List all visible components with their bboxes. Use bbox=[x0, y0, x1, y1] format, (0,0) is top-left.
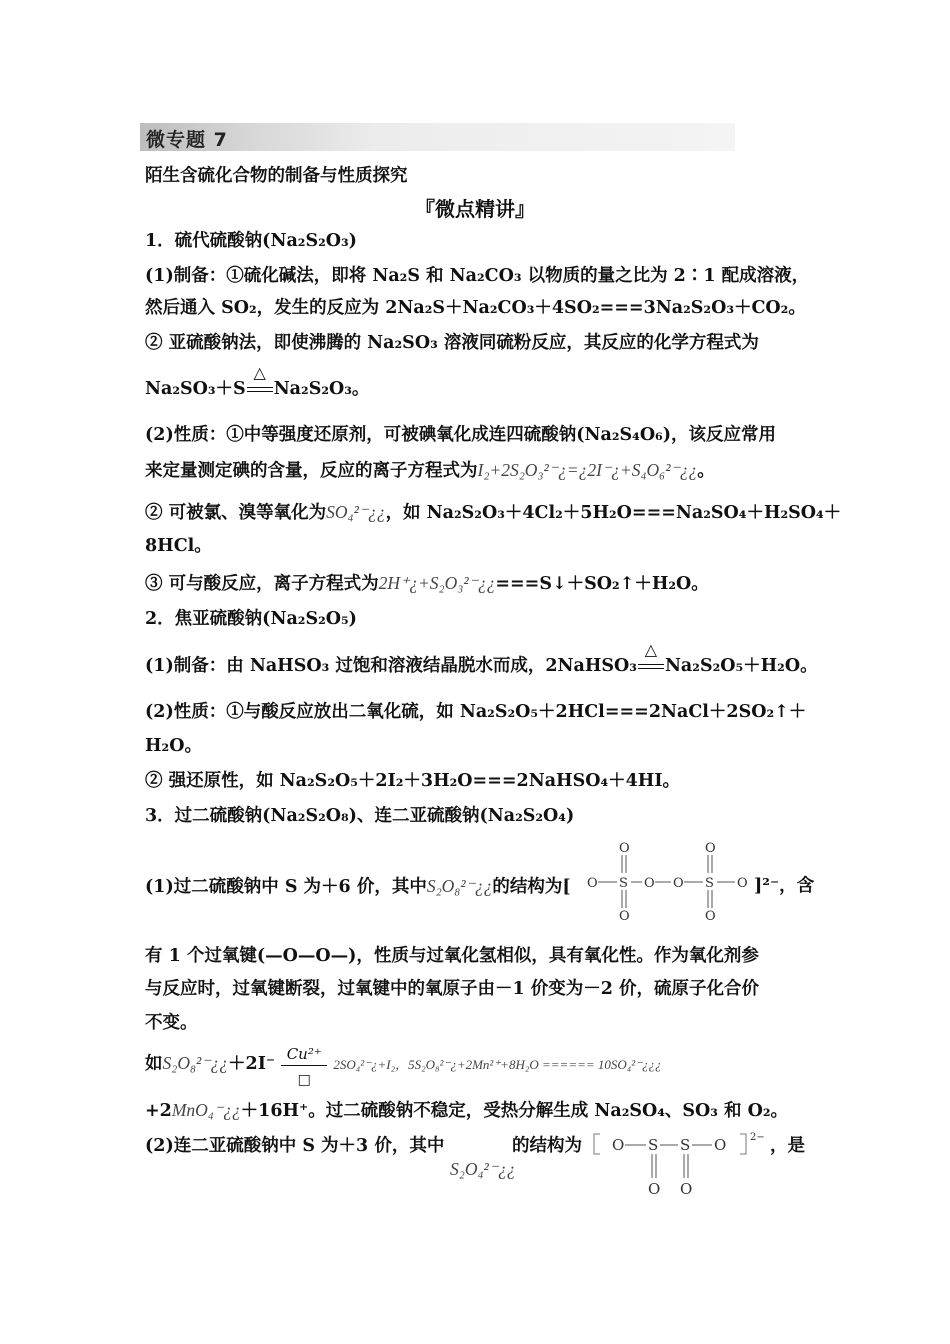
s1-prep-4a: Na₂SO₃＋S bbox=[145, 379, 246, 399]
heat-condition-2 bbox=[637, 640, 665, 679]
catalyst-fraction bbox=[281, 1045, 327, 1088]
equals-bar bbox=[247, 387, 273, 392]
topic-banner bbox=[140, 123, 735, 151]
acid-ion-equation: 2H⁺¿+S₂O₃²⁻¿¿ bbox=[378, 573, 496, 593]
dithionite-structure bbox=[590, 1130, 770, 1200]
d-atom-s-2: S bbox=[680, 1136, 691, 1154]
atom-s-1: S bbox=[619, 876, 628, 891]
heat-condition bbox=[246, 363, 274, 402]
d-atom-o-left: O bbox=[612, 1136, 625, 1154]
s1-prep-3: ② 亚硫酸钠法，即使沸腾的 Na₂SO₃ 溶液同硫粉反应，其反应的化学方程式为 bbox=[145, 333, 759, 353]
atom-o-peroxo-2: O bbox=[673, 876, 684, 891]
bracket-right bbox=[740, 1134, 746, 1154]
s3-p7d: ，是 bbox=[770, 1136, 805, 1156]
dithionite-ion-wrap bbox=[450, 1156, 516, 1183]
s1-prop-5 bbox=[145, 570, 813, 597]
s3-p7a: (2)连二亚硫酸钠中 S 为＋3 价，其中 bbox=[145, 1136, 445, 1156]
d-atom-o-right: O bbox=[714, 1136, 727, 1154]
s3-p6 bbox=[145, 1097, 813, 1124]
s3-p5a: 如 bbox=[145, 1054, 163, 1074]
atom-o-right: O bbox=[737, 876, 748, 891]
s1-prop-3c: ，如 Na₂S₂O₃＋4Cl₂＋5H₂O===Na₂SO₄＋H₂SO₄＋ bbox=[385, 503, 842, 523]
atom-o-peroxo-1: O bbox=[644, 876, 655, 891]
delta-sign: △ bbox=[253, 363, 266, 382]
s2-prop-3: ② 强还原性，如 Na₂S₂O₅＋2I₂＋3H₂O===2NaHSO₄＋4HI。 bbox=[145, 771, 681, 791]
equals-bar-2 bbox=[638, 664, 664, 669]
dithionite-ion: S₂O₄²⁻¿¿ bbox=[450, 1159, 516, 1179]
s1-prep-4b: Na₂S₂O₃。 bbox=[273, 379, 370, 399]
s1-prop-2a: 来定量测定碘的含量，反应的离子方程式为 bbox=[145, 461, 478, 481]
s3-p1c: 的结构为[ bbox=[492, 877, 571, 897]
peroxodisulfate-ion: S₂O₈²⁻¿¿ bbox=[426, 876, 493, 896]
atom-o-bottom-1: O bbox=[619, 909, 630, 924]
s1-prep-2: 然后通入 SO₂，发生的反应为 2Na₂S＋Na₂CO₃＋4SO₂===3Na₂S₂O₃＋CO₂。 bbox=[145, 298, 806, 318]
s1-prop-4: 8HCl。 bbox=[145, 536, 212, 556]
s1-prop-5c: ===S↓＋SO₂↑＋H₂O。 bbox=[495, 574, 709, 594]
s3-p5 bbox=[145, 1045, 813, 1088]
s1-prep-1: (1)制备：①硫化碱法，即将 Na₂S 和 Na₂CO₃ 以物质的量之比为 2∶1 配成溶液， bbox=[145, 266, 810, 286]
s3-p1a: (1)过二硫酸钠中 S 为＋6 价，其中 bbox=[145, 877, 427, 897]
s1-prop-2 bbox=[145, 457, 813, 484]
fraction-box: □ bbox=[297, 1072, 311, 1088]
section-header: 『微点精讲』 bbox=[415, 197, 535, 221]
s1-prop-3 bbox=[145, 499, 842, 526]
s2-prep-b: Na₂S₂O₅＋H₂O。 bbox=[664, 656, 818, 676]
d-atom-o-bottom-1: O bbox=[648, 1180, 661, 1198]
s1-prop-2c: 。 bbox=[697, 461, 715, 481]
sulfate-ion: SO₄²⁻¿¿ bbox=[326, 502, 386, 522]
s2-prop-1: (2)性质：①与酸反应放出二氧化硫，如 Na₂S₂O₅＋2HCl===2NaCl＋2SO₂↑＋ bbox=[145, 702, 807, 722]
s2-prop-2: H₂O。 bbox=[145, 736, 202, 756]
atom-s-2: S bbox=[705, 876, 714, 891]
s3-p6a: +2 bbox=[145, 1101, 172, 1121]
peroxodisulfate-ion-2: S₂O₈²⁻¿¿ bbox=[162, 1053, 229, 1073]
delta-sign-2: △ bbox=[644, 640, 658, 659]
permanganate-ion: MnO₄⁻¿¿ bbox=[171, 1100, 241, 1120]
s3-p4: 不变。 bbox=[145, 1013, 198, 1033]
s1-prep-4 bbox=[145, 363, 813, 402]
s2-prep bbox=[145, 640, 818, 679]
dithionite-charge: 2− bbox=[750, 1132, 765, 1143]
s3-p5c: ＋2I⁻ bbox=[228, 1054, 276, 1074]
atom-o-top-2: O bbox=[705, 841, 716, 856]
reaction-garble: 2SO₄²⁻¿+I₂，5S₂O₈²⁻¿+2Mn²⁺+8H₂O ====== 10SO₄²⁻¿¿¿ bbox=[333, 1057, 662, 1072]
s1-prop-3a: ② 可被氯、溴等氧化为 bbox=[145, 503, 327, 523]
s3-p1 bbox=[145, 873, 571, 900]
d-atom-s-1: S bbox=[648, 1136, 659, 1154]
peroxodisulfate-structure bbox=[584, 838, 754, 924]
s3-heading: 3．过二硫酸钠(Na₂S₂O₈)、连二亚硫酸钠(Na₂S₂O₄) bbox=[145, 806, 575, 826]
s1-heading: 1．硫代硫酸钠(Na₂S₂O₃) bbox=[145, 231, 357, 251]
s3-p6c: ＋16H⁺。过二硫酸钠不稳定，受热分解生成 Na₂SO₄、SO₃ 和 O₂。 bbox=[240, 1101, 789, 1121]
s1-prop-5a: ③ 可与酸反应，离子方程式为 bbox=[145, 574, 379, 594]
s1-prop-1: (2)性质：①中等强度还原剂，可被碘氧化成连四硫酸钠(Na₂S₄O₆)，该反应常用 bbox=[145, 425, 777, 445]
s3-p1d: ]²⁻，含 bbox=[754, 876, 815, 896]
s2-heading: 2．焦亚硫酸钠(Na₂S₂O₅) bbox=[145, 609, 357, 629]
s3-p2: 有 1 个过氧键(—O—O—)，性质与过氧化氢相似，具有氧化性。作为氧化剂参 bbox=[145, 946, 759, 966]
page-title: 陌生含硫化合物的制备与性质探究 bbox=[145, 166, 408, 186]
atom-o-top-1: O bbox=[619, 841, 630, 856]
catalyst-label: Cu²⁺ bbox=[286, 1045, 322, 1063]
s3-p7c: 的结构为 bbox=[512, 1136, 582, 1156]
atom-o-bottom-2: O bbox=[705, 909, 716, 924]
s2-prep-a: (1)制备：由 NaHSO₃ 过饱和溶液结晶脱水而成，2NaHSO₃ bbox=[145, 656, 637, 676]
iodine-ion-equation: I₂+2S₂O₃²⁻¿=¿2I⁻¿+S₄O₆²⁻¿¿ bbox=[477, 460, 698, 480]
s3-p3: 与反应时，过氧键断裂，过氧键中的氧原子由－1 价变为－2 价，硫原子化合价 bbox=[145, 979, 760, 999]
atom-o-left: O bbox=[587, 876, 598, 891]
banner-label: 微专题 7 bbox=[146, 129, 228, 151]
bracket-left bbox=[594, 1134, 600, 1154]
d-atom-o-bottom-2: O bbox=[680, 1180, 693, 1198]
